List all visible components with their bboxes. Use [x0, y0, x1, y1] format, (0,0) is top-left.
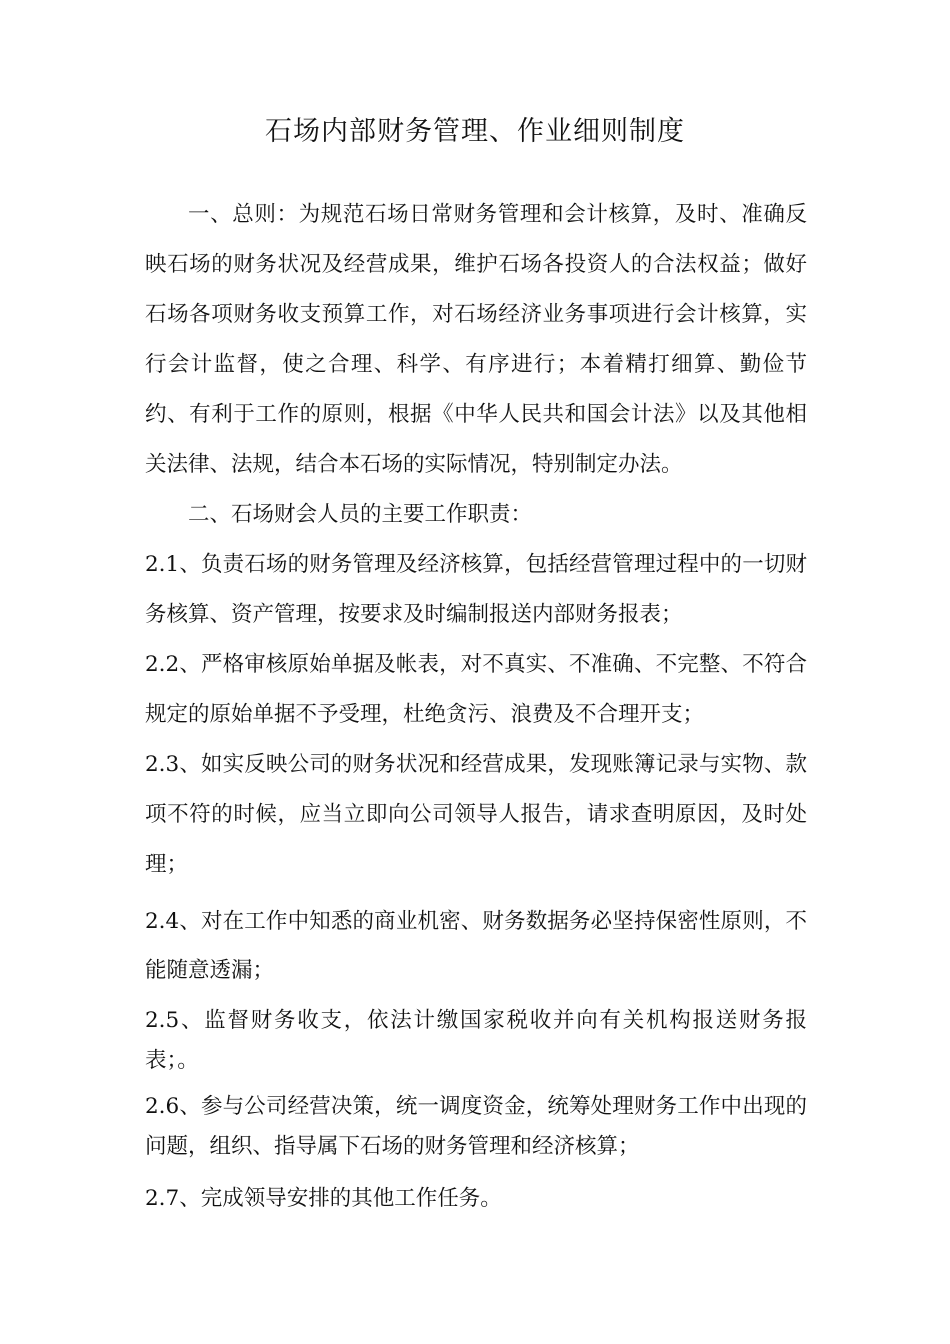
paragraph-item-2-3: 2.3、如实反映公司的财务状况和经营成果，发现账簿记录与实物、款项不符的时候，应当立即向公司领导人报告，请求查明原因，及时处理；	[145, 752, 807, 877]
paragraph-item-2-7: 2.7、完成领导安排的其他工作任务。	[145, 1186, 502, 1211]
document-title: 石场内部财务管理、作业细则制度	[265, 116, 685, 147]
paragraph-item-2-5: 2.5、监督财务收支，依法计缴国家税收并向有关机构报送财务报表；。	[145, 1008, 807, 1073]
paragraph-item-2-2: 2.2、严格审核原始单据及帐表，对不真实、不准确、不完整、不符合规定的原始单据不予受理，杜绝贪污、浪费及不合理开支；	[145, 652, 807, 727]
paragraph-item-2-6: 2.6、参与公司经营决策，统一调度资金，统筹处理财务工作中出现的问题，组织、指导属下石场的财务管理和经济核算；	[145, 1094, 807, 1159]
paragraph-general-provisions: 一、总则：为规范石场日常财务管理和会计核算，及时、准确反映石场的财务状况及经营成果，维护石场各投资人的合法权益；做好石场各项财务收支预算工作，对石场经济业务事项进行会计核算，实行会计监督，使之合理、科学、有序进行；本着精打细算、勤俭节约、有利于工作的原则，根据《中华人民共和国会计法》以及其他相关法律、法规，结合本石场的实际情况，特别制定办法。	[145, 202, 807, 477]
paragraph-item-2-4: 2.4、对在工作中知悉的商业机密、财务数据务必坚持保密性原则，不能随意透漏；	[145, 909, 807, 983]
paragraph-section-heading: 二、石场财会人员的主要工作职责：	[188, 502, 533, 527]
paragraph-item-2-1: 2.1、负责石场的财务管理及经济核算，包括经营管理过程中的一切财务核算、资产管理，按要求及时编制报送内部财务报表；	[145, 552, 807, 627]
document-body	[145, 190, 807, 1219]
